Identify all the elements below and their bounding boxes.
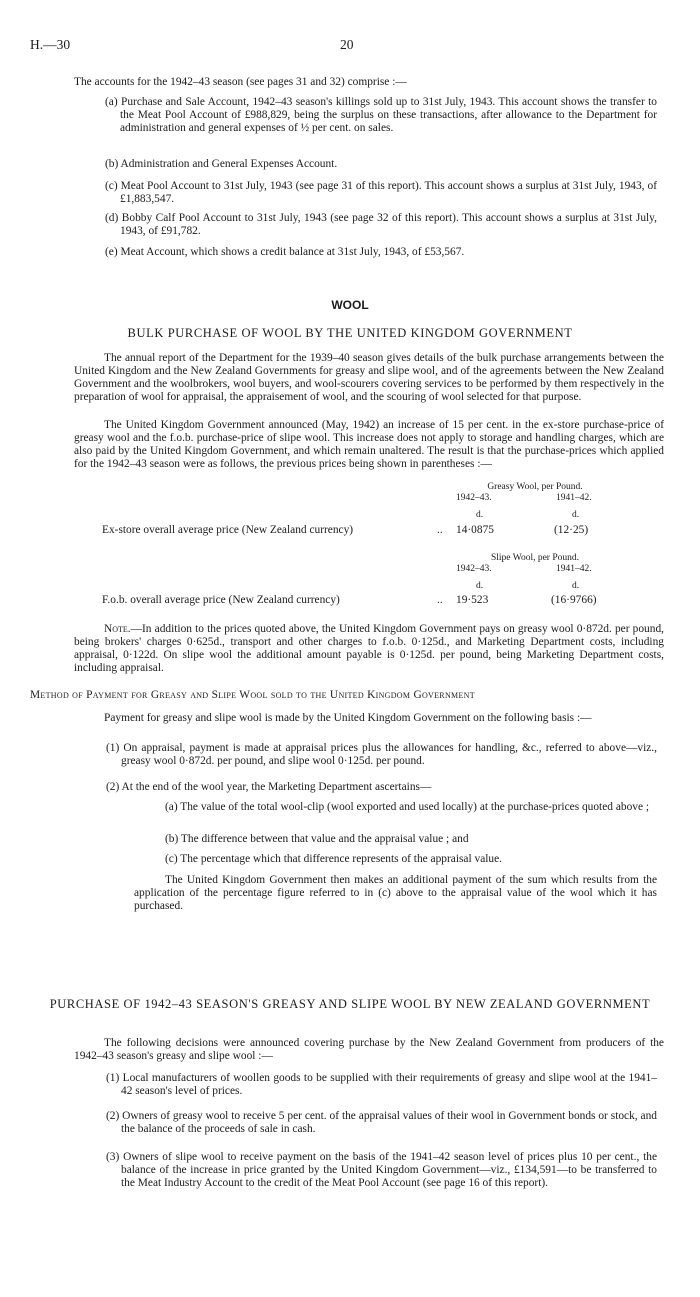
payment-method-heading: Method of Payment for Greasy and Slipe Wool sold to the United Kingdom Government [30, 689, 475, 701]
greasy-col-1941: 1941–42. [556, 493, 592, 503]
payment-subitem-a: (a) The value of the total wool-clip (wool exported and used locally) at the purchase-prices quoted above ; [165, 801, 650, 813]
purchase-item-2: (2) Owners of greasy wool to receive 5 per cent. of the appraisal values of their wool in Government bonds or stock, and the balance of the proceeds of sale in cash. [106, 1110, 657, 1135]
payment-subitem-c: (c) The percentage which that difference represents of the appraisal value. [165, 853, 503, 865]
slipe-table-heading: Slipe Wool, per Pound. [491, 553, 579, 563]
greasy-row-label: Ex-store overall average price (New Zealand currency) [102, 524, 354, 536]
greasy-col-1942: 1942–43. [456, 493, 492, 503]
payment-item-2: (2) At the end of the wool year, the Marketing Department ascertains— [106, 781, 432, 793]
page-number: 20 [340, 37, 354, 52]
purchase-intro: The following decisions were announced covering purchase by the New Zealand Government from producers of the 1942–43 season's greasy and slipe wool :— [74, 1037, 664, 1062]
purchase-heading: PURCHASE OF 1942–43 SEASON'S GREASY AND SLIPE WOOL BY NEW ZEALAND GOVERNMENT [49, 997, 651, 1011]
section-title-wool: WOOL [331, 298, 369, 312]
payment-subitem-b: (b) The difference between that value and the appraisal value ; and [165, 833, 469, 845]
accounts-item-e: (e) Meat Account, which shows a credit balance at 31st July, 1943, of £53,567. [105, 246, 465, 258]
payment-closing: The United Kingdom Government then makes an additional payment of the sum which results from the application of the percentage figure referred to in (c) above to the appraisal value of the wool which it has purchased. [134, 874, 657, 912]
wool-paragraph-1: The annual report of the Department for the 1939–40 season gives details of the bulk purchase arrangements between the United Kingdom and the New Zealand Governments for greasy and slipe wool, and of the agreements between the New Zealand Government and the woolbrokers, wool buyers, and wool-scourers covering services to be performed by them respectively in the preparation of wool for appraisal, the appraisement of wool, and the scouring of wool selected for that purpose. [74, 352, 664, 403]
accounts-item-c: (c) Meat Pool Account to 31st July, 1943 (see page 31 of this report). This account shows a surplus at 31st July, 1943, of £1,883,547. [105, 180, 657, 205]
slipe-price-1942: 19·523 [456, 594, 489, 606]
purchase-item-1: (1) Local manufacturers of woollen goods to be supplied with their requirements of greasy and slipe wool at the 1941–42 season's level of prices. [106, 1072, 657, 1097]
accounts-item-a: (a) Purchase and Sale Account, 1942–43 season's killings sold up to 31st July, 1943. This account shows the transfer to the Meat Pool Account of £988,829, being the surplus on these transactions, after allowance to the Department for administration and general expenses of ½ per cent. on sales. [105, 96, 657, 134]
note-label: Note. [104, 623, 131, 635]
greasy-unit-2: d. [572, 510, 580, 520]
greasy-row-dots: .. [437, 524, 443, 536]
accounts-intro: The accounts for the 1942–43 season (see pages 31 and 32) comprise :— [74, 76, 407, 88]
wool-paragraph-2: The United Kingdom Government announced (May, 1942) an increase of 15 per cent. in the ex-store purchase-price of greasy wool and the f.o.b. purchase-price of slipe wool. This increase does not apply to storage and handling charges, which are also paid by the United Kingdom Government, and which remain unaltered. The result is that the purchase-prices which applied for the 1942–43 season were as follows, the previous prices being shown in parentheses :— [74, 419, 664, 470]
slipe-col-1941: 1941–42. [556, 564, 592, 574]
accounts-item-d: (d) Bobby Calf Pool Account to 31st July, 1943 (see page 32 of this report). This account shows a surplus at 31st July, 1943, of £91,782. [105, 212, 657, 237]
accounts-item-b: (b) Administration and General Expenses Account. [105, 158, 338, 170]
slipe-price-1941: (16·9766) [551, 594, 597, 606]
purchase-item-3: (3) Owners of slipe wool to receive payment on the basis of the 1941–42 season level of prices plus 10 per cent., the balance of the increase in price granted by the United Kingdom Government—viz., £134,591—to be transferred to the Meat Industry Account to the credit of the Meat Pool Account (see page 16 of this report). [106, 1151, 657, 1189]
wool-price-note [74, 623, 664, 675]
payment-intro: Payment for greasy and slipe wool is made by the United Kingdom Government on the following basis :— [104, 712, 592, 724]
greasy-table-heading: Greasy Wool, per Pound. [487, 482, 583, 492]
slipe-row-label: F.o.b. overall average price (New Zealand currency) [102, 594, 340, 606]
slipe-col-1942: 1942–43. [456, 564, 492, 574]
report-code: H.—30 [30, 37, 71, 52]
greasy-unit-1: d. [476, 510, 484, 520]
slipe-unit-1: d. [476, 581, 484, 591]
payment-item-1: (1) On appraisal, payment is made at appraisal prices plus the allowances for handling, &c., referred to above—viz., greasy wool 0·872d. per pound, and slipe wool 0·125d. per pound. [106, 742, 657, 767]
greasy-price-1941: (12·25) [554, 524, 589, 536]
greasy-price-1942: 14·0875 [456, 524, 494, 536]
slipe-unit-2: d. [572, 581, 580, 591]
note-text: —In addition to the prices quoted above, the United Kingdom Government pays on greasy wool 0·872d. per pound, being brokers' charges 0·625d., transport and other charges to f.o.b. 0·125d., and Marketing Department costs, including appraisal, 0·122d. On slipe wool the additional amount payable is 0·125d. per pound, being Marketing Department costs, including appraisal. [74, 623, 664, 674]
slipe-row-dots: .. [437, 594, 443, 606]
section-subtitle-bulk-purchase: BULK PURCHASE OF WOOL BY THE UNITED KINGDOM GOVERNMENT [127, 326, 573, 340]
